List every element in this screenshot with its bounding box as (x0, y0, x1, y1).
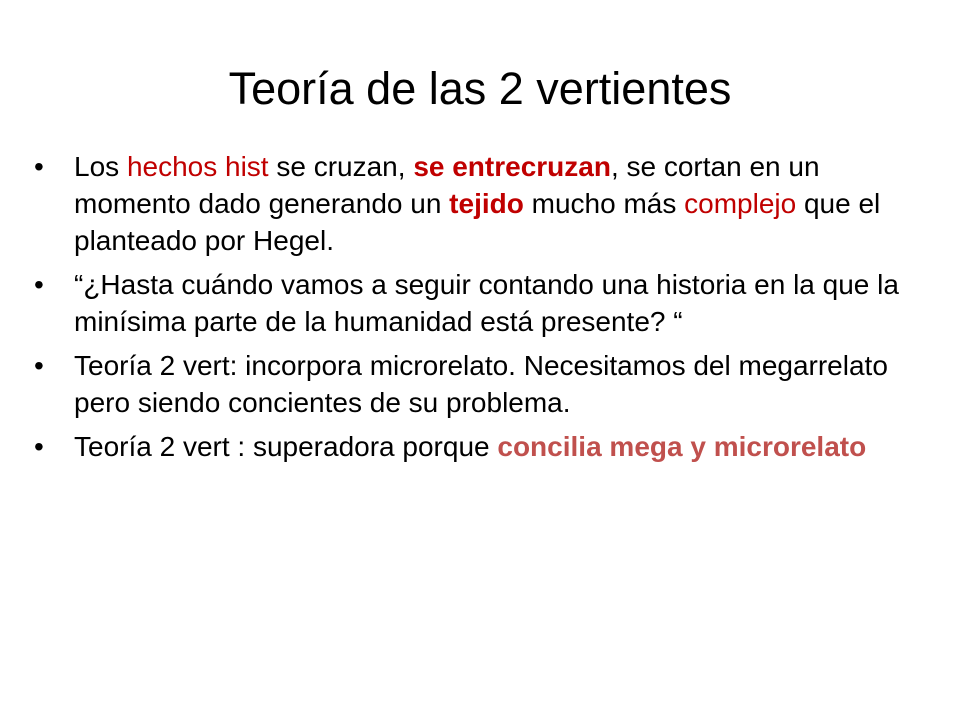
emphasis-text: complejo (684, 188, 797, 219)
emphasis-text: tejido (449, 188, 524, 219)
bullet-text-segment: se cruzan, (268, 151, 414, 182)
bullet-list (34, 148, 904, 472)
bullet-text-segment: Teoría 2 vert: incorpora microrelato. Necesitamos del megarrelato pero siendo concientes de su problema. (74, 350, 888, 418)
bullet-text-segment: Teoría 2 vert : superadora porque (74, 431, 498, 462)
emphasis-text: hechos hist (126, 151, 269, 182)
bullet-text-segment: , se cortan en un momento dado generando un (74, 151, 820, 219)
bullet-item (34, 347, 904, 421)
bullet-item (34, 266, 904, 340)
bullet-text-segment: “¿Hasta cuándo vamos a seguir contando una historia en la que la minísima parte de la humanidad está presente? “ (74, 269, 899, 337)
bullet-marker: • (34, 151, 44, 182)
bullet-text-segment: mucho más (523, 188, 685, 219)
bullet-item (34, 428, 904, 465)
bullet-text-segment: Los (74, 151, 127, 182)
emphasis-text: concilia mega y microrelato (497, 431, 867, 462)
bullet-text-segment: que el planteado por Hegel. (74, 188, 881, 256)
bullet-marker: • (34, 350, 44, 381)
bullet-marker: • (34, 431, 44, 462)
bullet-item (34, 148, 904, 259)
slide-title: Teoría de las 2 vertientes (228, 63, 732, 114)
emphasis-text: se entrecruzan (413, 151, 611, 182)
bullet-marker: • (34, 269, 44, 300)
